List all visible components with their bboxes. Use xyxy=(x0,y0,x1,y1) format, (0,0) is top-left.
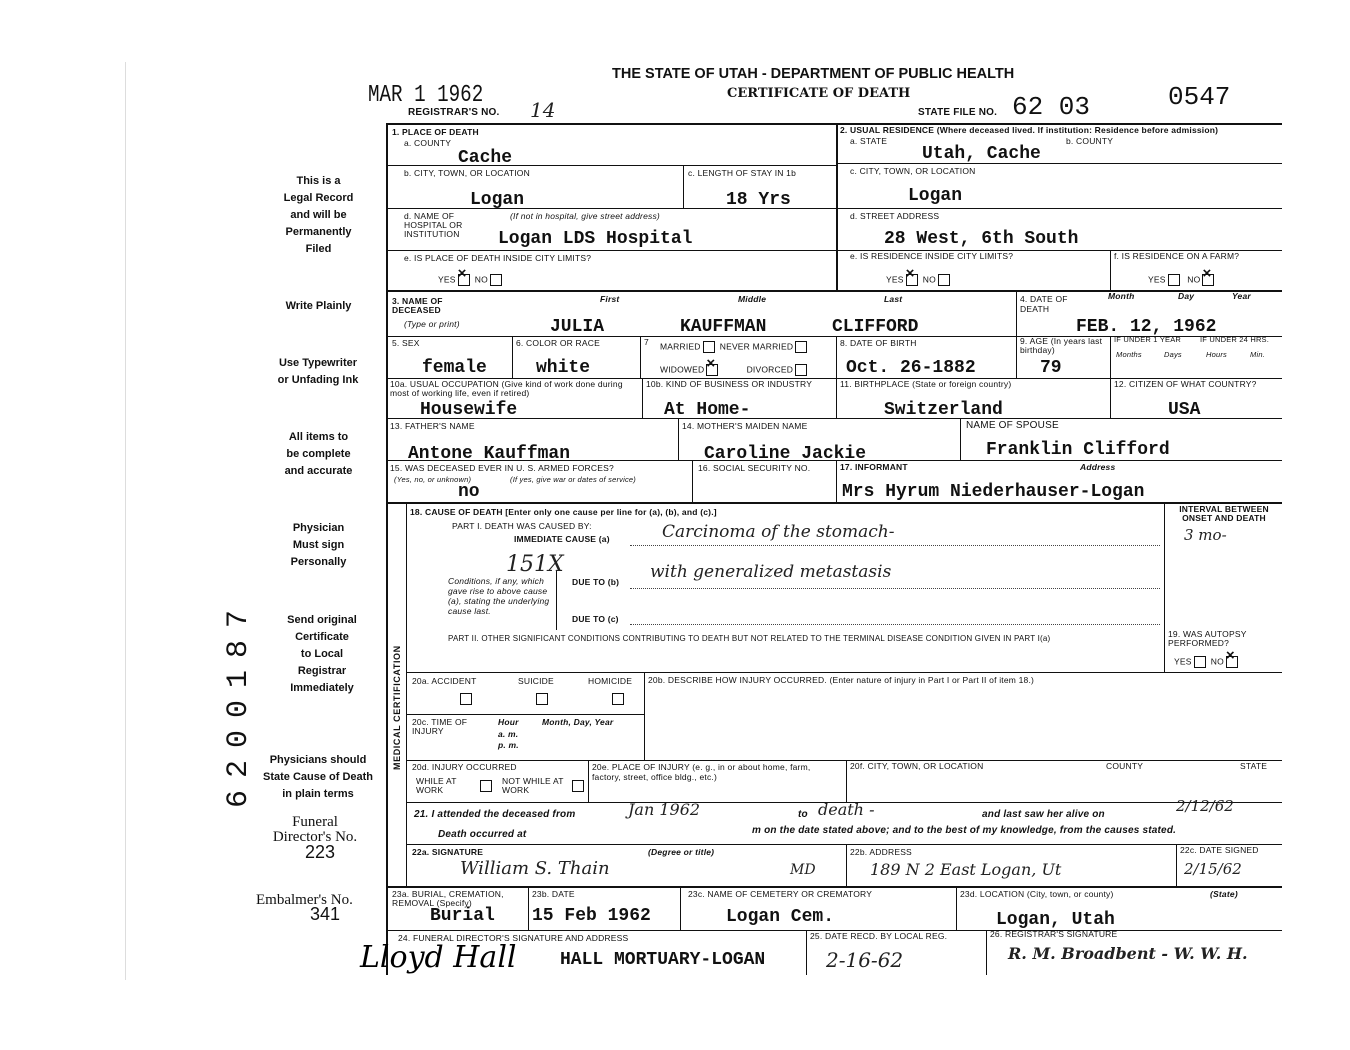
marital-status-2: WIDOWED× DIVORCED xyxy=(660,364,807,376)
burial-label: 23a. BURIAL, CREMATION, REMOVAL (Specify) xyxy=(392,889,504,908)
immediate-cause-label: IMMEDIATE CAUSE (a) xyxy=(514,534,610,544)
yes-checkbox[interactable] xyxy=(906,274,918,286)
physician-address: 189 N 2 East Logan, Ut xyxy=(870,860,1062,879)
autopsy-no-checkbox[interactable] xyxy=(1226,656,1238,668)
day-label: Day xyxy=(1178,291,1195,301)
homicide-checkbox[interactable] xyxy=(612,693,624,705)
mother-name: Caroline Jackie xyxy=(704,444,867,464)
cause-code: 151X xyxy=(506,552,564,577)
date-signed: 2/15/62 xyxy=(1184,860,1242,878)
pm-label: p. m. xyxy=(498,740,519,750)
father-name: Antone Kauffman xyxy=(408,444,571,464)
armed-forces-dates-note: (If yes, give war or dates of service) xyxy=(510,475,636,484)
injury-state-label: STATE xyxy=(1240,761,1268,771)
not-while-at-work-checkbox[interactable] xyxy=(572,780,584,792)
accident-checkbox[interactable] xyxy=(460,693,472,705)
injury-occurred-label: 20d. INJURY OCCURRED xyxy=(412,762,517,772)
side-note-send: Send original Certificate to Local Registrar Immediately xyxy=(287,614,357,694)
father-label: 13. FATHER'S NAME xyxy=(390,421,475,431)
marital-label: 7 xyxy=(644,337,649,347)
last-saw-label: and last saw her alive on xyxy=(982,809,1105,820)
burial-location: Logan, Utah xyxy=(996,910,1115,930)
middle-label: Middle xyxy=(738,294,767,304)
date-of-birth: Oct. 26-1882 xyxy=(846,358,976,378)
city-limits-label: e. IS PLACE OF DEATH INSIDE CITY LIMITS? xyxy=(404,253,592,263)
date-stamp: MAR 1 1962 xyxy=(368,82,484,109)
side-note-write: Write Plainly xyxy=(285,300,352,312)
state-file-no: 62 03 xyxy=(1012,92,1091,122)
burial: Burial xyxy=(430,906,495,926)
widowed-checkbox[interactable] xyxy=(706,364,718,376)
residence-city-limits-label: e. IS RESIDENCE INSIDE CITY LIMITS? xyxy=(850,251,1014,261)
residence-city-limits: YES× NO xyxy=(886,274,950,286)
autopsy-label: 19. WAS AUTOPSY PERFORMED? xyxy=(1168,629,1247,648)
part2-label: PART II. OTHER SIGNIFICANT CONDITIONS CONTRIBUTING TO DEATH BUT NOT RELATED TO THE TERMINAL DISEASE CONDITION GIVEN IN PART I(a) xyxy=(448,634,1051,643)
date-recd-label: 25. DATE RECD. BY LOCAL REG. xyxy=(810,931,948,941)
last-name: CLIFFORD xyxy=(832,317,919,337)
days-label: Days xyxy=(1164,350,1182,359)
embalmer-label: Embalmer's No. xyxy=(256,892,353,908)
first-name: JULIA xyxy=(550,317,605,337)
spouse-label: NAME OF SPOUSE xyxy=(966,420,1059,431)
certificate-title: CERTIFICATE OF DEATH xyxy=(727,86,911,101)
age-label: 9. AGE (In years last birthday) xyxy=(1020,336,1103,355)
no-checkbox[interactable] xyxy=(490,274,502,286)
part1-label: PART I. DEATH WAS CAUSED BY: xyxy=(452,521,592,531)
conditions-label: Conditions, if any, which gave rise to above cause (a), stating the underlying cause last. xyxy=(448,576,550,616)
mdy-label: Month, Day, Year xyxy=(542,717,614,727)
physician-address-label: 22b. ADDRESS xyxy=(850,847,912,857)
occupation-label: 10a. USUAL OCCUPATION (Give kind of work done during most of working life, even if retired) xyxy=(390,379,623,398)
business: At Home- xyxy=(664,400,751,420)
registrar-no: 14 xyxy=(530,98,556,122)
hour-label: Hour xyxy=(498,717,519,727)
hospital-name: Logan LDS Hospital xyxy=(498,229,693,249)
occurred-rest: m on the date stated above; and to the best of my knowledge, from the causes stated. xyxy=(752,825,1177,836)
sex-label: 5. SEX xyxy=(392,338,420,348)
month-label: Month xyxy=(1108,291,1135,301)
location-label: 23d. LOCATION (City, town, or county) xyxy=(960,889,1114,899)
informant: Mrs Hyrum Niederhauser-Logan xyxy=(842,482,1145,502)
age: 79 xyxy=(1040,358,1062,378)
married-checkbox[interactable] xyxy=(703,341,715,353)
cause-b: with generalized metastasis xyxy=(650,562,892,582)
last-saw-date: 2/12/62 xyxy=(1176,797,1234,815)
no-checkbox[interactable] xyxy=(938,274,950,286)
injury-city-label: 20f. CITY, TOWN, OR LOCATION xyxy=(850,761,984,771)
autopsy-yes-checkbox[interactable] xyxy=(1194,656,1206,668)
suicide-checkbox[interactable] xyxy=(536,693,548,705)
signature-label: 22a. SIGNATURE xyxy=(412,847,484,857)
county-label: a. COUNTY xyxy=(404,138,452,148)
side-note-cause: Physicians should State Cause of Death in plain terms xyxy=(262,754,374,800)
suicide-label: SUICIDE xyxy=(518,676,554,686)
yes-checkbox[interactable] xyxy=(458,274,470,286)
date-signed-label: 22c. DATE SIGNED xyxy=(1180,845,1259,855)
while-at-work: WHILE AT WORK xyxy=(416,776,457,795)
to-label: to xyxy=(798,809,808,820)
accident-label: 20a. ACCIDENT xyxy=(412,676,477,686)
side-note-typewriter: Use Typewriter or Unfading Ink xyxy=(277,357,359,386)
place-of-death-label: 1. PLACE OF DEATH xyxy=(392,127,479,137)
death-city: Logan xyxy=(470,190,525,210)
middle-name: KAUFFMAN xyxy=(680,317,767,337)
dob-label: 8. DATE OF BIRTH xyxy=(840,338,917,348)
mortuary: HALL MORTUARY-LOGAN xyxy=(560,950,766,970)
address-label: Address xyxy=(1080,462,1116,472)
death-city-limits: YES× NO xyxy=(438,274,502,286)
medical-certification-label: MEDICAL CERTIFICATION xyxy=(392,645,402,770)
business-label: 10b. KIND OF BUSINESS OR INDUSTRY xyxy=(646,379,813,389)
under-24-label: IF UNDER 24 HRS. xyxy=(1200,335,1270,344)
funeral-director-no: 223 xyxy=(305,842,336,862)
cause-label: 18. CAUSE OF DEATH [Enter only one cause per line for (a), (b), and (c).] xyxy=(410,507,717,517)
funeral-director-label: Funeral Director's No. xyxy=(272,814,358,845)
residence-county-label: b. COUNTY xyxy=(1066,136,1114,146)
funeral-director-signature: Lloyd Hall xyxy=(360,940,517,975)
name-label: 3. NAME OF DECEASED xyxy=(392,296,443,315)
never-married-checkbox[interactable] xyxy=(795,341,807,353)
attended-label: 21. I attended the deceased from xyxy=(414,809,576,820)
first-label: First xyxy=(600,294,620,304)
farm-label: f. IS RESIDENCE ON A FARM? xyxy=(1114,251,1240,261)
state-title: THE STATE OF UTAH - DEPARTMENT OF PUBLIC HEALTH xyxy=(612,66,1015,82)
race-label: 6. COLOR OR RACE xyxy=(516,338,600,348)
attended-to: death - xyxy=(818,800,875,819)
residence-street: 28 West, 6th South xyxy=(884,229,1079,249)
mother-label: 14. MOTHER'S MAIDEN NAME xyxy=(682,421,808,431)
length-of-stay-label: c. LENGTH OF STAY IN 1b xyxy=(688,168,797,178)
am-label: a. m. xyxy=(498,729,519,739)
degree-label: (Degree or title) xyxy=(648,847,715,857)
homicide-label: HOMICIDE xyxy=(588,676,633,686)
occurred-label: Death occurred at xyxy=(438,829,527,840)
date-of-death: FEB. 12, 1962 xyxy=(1076,317,1217,337)
spouse-name: Franklin Clifford xyxy=(986,440,1170,460)
months-label: Months xyxy=(1116,350,1142,359)
burial-date-label: 23b. DATE xyxy=(532,889,575,899)
due-b-label: DUE TO (b) xyxy=(572,577,620,587)
type-print-label: (Type or print) xyxy=(404,319,460,329)
sex: female xyxy=(422,358,487,378)
cemetery-label: 23c. NAME OF CEMETERY OR CREMATORY xyxy=(688,889,873,899)
residence-state-county: Utah, Cache xyxy=(922,144,1041,164)
no-checkbox[interactable] xyxy=(1202,274,1214,286)
not-while-at-work: NOT WHILE AT WORK xyxy=(502,776,564,795)
race: white xyxy=(536,358,591,378)
city-label: b. CITY, TOWN, OR LOCATION xyxy=(404,168,530,178)
cemetery: Logan Cem. xyxy=(726,907,835,927)
physician-signature: William S. Thain xyxy=(460,858,610,879)
burial-date: 15 Feb 1962 xyxy=(532,906,651,926)
citizen-label: 12. CITIZEN OF WHAT COUNTRY? xyxy=(1114,379,1257,389)
armed-forces-note: (Yes, no, or unknown) xyxy=(394,475,472,484)
registrar-sig-label: 26. REGISTRAR'S SIGNATURE xyxy=(990,929,1118,939)
year-label: Year xyxy=(1232,291,1251,301)
residence-state-label: a. STATE xyxy=(850,136,888,146)
street-label: d. STREET ADDRESS xyxy=(850,211,940,221)
farm-checkboxes: YES NO× xyxy=(1148,274,1214,286)
time-of-injury-label: 20c. TIME OF INJURY xyxy=(412,717,468,736)
occupation: Housewife xyxy=(420,400,518,420)
residence-label: 2. USUAL RESIDENCE (Where deceased lived. If institution: Residence before admission) xyxy=(840,125,1219,135)
ssn-label: 16. SOCIAL SECURITY NO. xyxy=(698,463,811,473)
cause-a: Carcinoma of the stomach- xyxy=(662,522,895,542)
yes-checkbox[interactable] xyxy=(1168,274,1180,286)
interval-label: INTERVAL BETWEEN ONSET AND DEATH xyxy=(1179,504,1269,523)
file-suffix: 0547 xyxy=(1168,82,1231,112)
armed-forces: no xyxy=(458,482,480,502)
location-state-label: (State) xyxy=(1210,889,1238,899)
attended-from: Jan 1962 xyxy=(628,800,701,819)
autopsy: YES NO× xyxy=(1174,656,1238,668)
side-note-complete: All items to be complete and accurate xyxy=(284,431,353,477)
state-file-label: STATE FILE NO. xyxy=(918,107,998,118)
side-note-legal: This is a Legal Record and will be Permanently Filed xyxy=(283,175,354,255)
while-at-work-checkbox[interactable] xyxy=(480,780,492,792)
last-label: Last xyxy=(884,294,903,304)
divorced-checkbox[interactable] xyxy=(795,364,807,376)
under-1-label: IF UNDER 1 YEAR xyxy=(1114,335,1182,344)
date-of-death-label: 4. DATE OF DEATH xyxy=(1020,294,1068,314)
birthplace: Switzerland xyxy=(884,400,1003,420)
interval: 3 mo- xyxy=(1184,526,1227,544)
place-of-injury-label: 20e. PLACE OF INJURY (e. g., in or about home, farm, factory, street, office bldg., etc.) xyxy=(592,762,811,782)
marital-status: MARRIED NEVER MARRIED xyxy=(660,341,807,353)
side-note-physician: Physician Must sign Personally xyxy=(290,522,347,568)
informant-label: 17. INFORMANT xyxy=(840,462,908,472)
injury-county-label: COUNTY xyxy=(1106,761,1144,771)
citizen: USA xyxy=(1168,400,1201,420)
length-of-stay: 18 Yrs xyxy=(726,190,791,210)
armed-forces-label: 15. WAS DECEASED EVER IN U. S. ARMED FORCES? xyxy=(390,463,614,473)
due-c-label: DUE TO (c) xyxy=(572,614,619,624)
residence-city: Logan xyxy=(908,186,963,206)
funeral-director-sig-label: 24. FUNERAL DIRECTOR'S SIGNATURE AND ADDRESS xyxy=(398,933,629,943)
birthplace-label: 11. BIRTHPLACE (State or foreign country) xyxy=(840,379,1012,389)
physician-degree: MD xyxy=(790,862,816,878)
registrar-no-label: REGISTRAR'S NO. xyxy=(408,107,500,118)
residence-city-label: c. CITY, TOWN, OR LOCATION xyxy=(850,166,976,176)
registrar-signature: R. M. Broadbent - W. W. H. xyxy=(1008,944,1248,963)
date-recd: 2-16-62 xyxy=(826,948,904,972)
hours-label: Hours xyxy=(1206,350,1228,359)
hospital-note: (If not in hospital, give street address) xyxy=(510,211,660,221)
vertical-number: 6200187 xyxy=(222,597,256,808)
embalmer-no: 341 xyxy=(310,904,341,924)
min-label: Min. xyxy=(1250,350,1265,359)
injury-description-label: 20b. DESCRIBE HOW INJURY OCCURRED. (Enter nature of injury in Part I or Part II of item 18.) xyxy=(648,675,1035,685)
hospital-label: d. NAME OF HOSPITAL OR INSTITUTION xyxy=(404,211,463,239)
death-county: Cache xyxy=(458,148,513,168)
